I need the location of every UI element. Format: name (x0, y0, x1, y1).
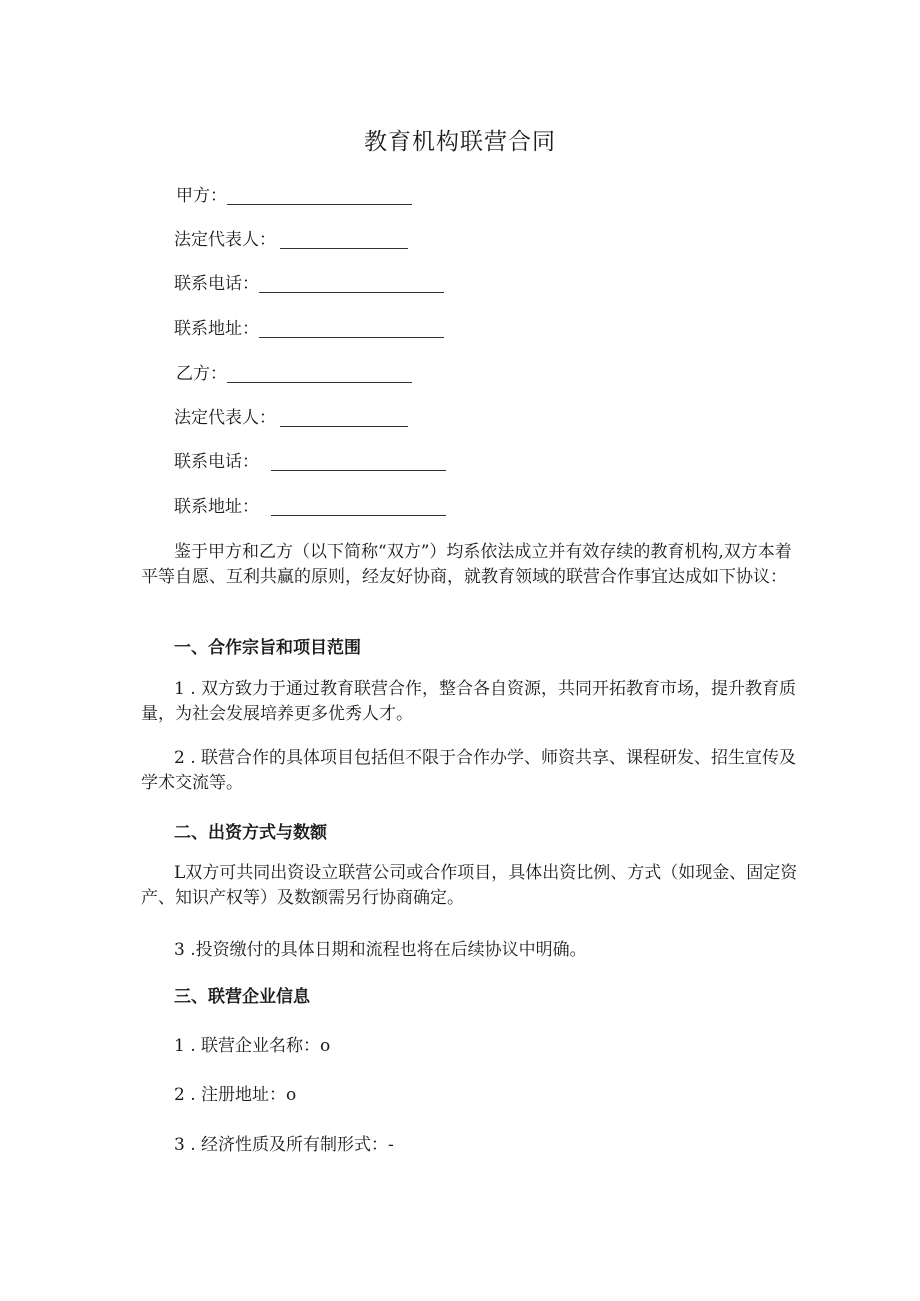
section-3-item-1: 1 . 联营企业名称：o (174, 1036, 331, 1056)
party-a-name-field (176, 185, 412, 207)
section-1-item-1 (141, 677, 801, 727)
section-2-heading: 二、出资方式与数额 (174, 823, 327, 843)
party-b-addr-blank (271, 499, 446, 516)
section-2-item-1 (141, 861, 801, 911)
party-b-addr-field (174, 496, 446, 518)
section-3-item-3: 3 . 经济性质及所有制形式：- (174, 1135, 394, 1155)
party-a-addr-label: 联系地址： (174, 319, 259, 339)
party-a-rep-label: 法定代表人： (174, 230, 276, 250)
party-b-rep-field (174, 407, 408, 429)
party-b-name-label: 乙方： (176, 364, 227, 384)
party-a-name-blank (227, 188, 412, 205)
section-1-item-2-text: 2 . 联营合作的具体项目包括但不限于合作办学、师资共享、课程研发、招生宣传及学术交流等。 (141, 748, 797, 793)
section-1-item-2 (141, 746, 801, 796)
party-b-name-field (176, 363, 412, 385)
party-a-name-label: 甲方： (176, 186, 227, 206)
party-b-name-blank (227, 366, 412, 383)
intro-text: 鉴于甲方和乙方（以下简称“双方”）均系依法成立并有效存续的教育机构,双方本着平等自愿、互利共赢的原则，经友好协商，就教育领域的联营合作事宜达成如下协议： (141, 542, 792, 587)
intro-paragraph (141, 540, 801, 590)
section-2-item-2: 3 .投资缴付的具体日期和流程也将在后续协议中明确。 (174, 940, 587, 960)
section-1-heading: 一、合作宗旨和项目范围 (174, 638, 361, 658)
party-b-rep-label: 法定代表人： (174, 408, 276, 428)
section-3-heading: 三、联营企业信息 (174, 987, 310, 1007)
party-b-rep-blank (280, 410, 408, 427)
party-b-phone-blank (271, 454, 446, 471)
section-2-item-1-text: L双方可共同出资设立联营公司或合作项目，具体出资比例、方式（如现金、固定资产、知识产权等）及数额需另行协商确定。 (141, 863, 798, 908)
section-3-item-2: 2 . 注册地址：o (174, 1085, 297, 1105)
party-b-phone-label: 联系电话： (174, 452, 259, 472)
party-a-rep-blank (280, 232, 408, 249)
party-b-addr-label: 联系地址： (174, 497, 259, 517)
party-a-addr-field (174, 318, 444, 340)
party-a-phone-field (174, 273, 444, 295)
party-a-addr-blank (259, 321, 444, 338)
document-title: 教育机构联营合同 (364, 129, 556, 155)
party-b-phone-field (174, 451, 446, 473)
party-a-rep-field (174, 229, 408, 251)
section-1-item-1-text: 1 . 双方致力于通过教育联营合作，整合各自资源，共同开拓教育市场，提升教育质量，为社会发展培养更多优秀人才。 (141, 679, 797, 724)
party-a-phone-blank (259, 276, 444, 293)
party-a-phone-label: 联系电话： (174, 274, 259, 294)
